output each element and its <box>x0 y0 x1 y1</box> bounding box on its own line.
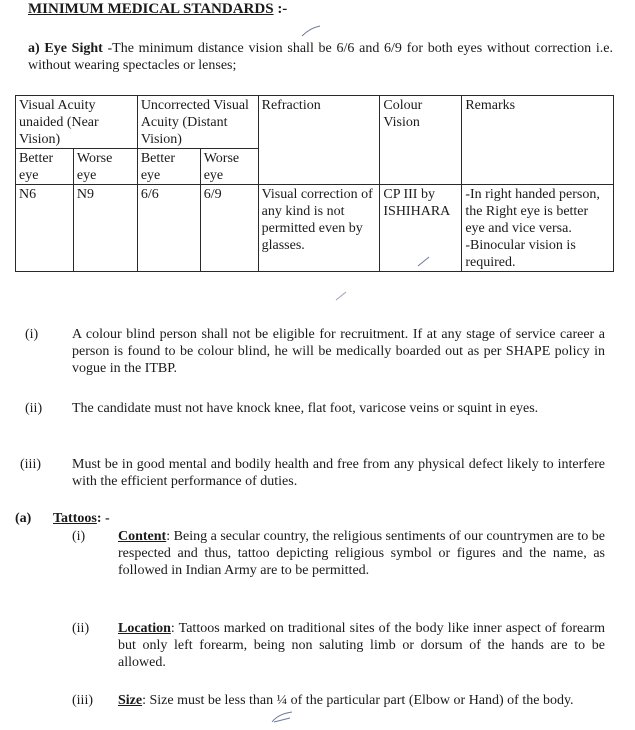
cell-remarks <box>462 185 614 272</box>
tattoo-item-text: : Being a secular country, the religious sentiments of our countrymen are to be respected and thus, tattoo depicting religious symbol or figures and the name, as followed in Indian Army are to be permitted. <box>118 529 605 578</box>
condition-number: (ii) <box>25 401 43 416</box>
pen-mark <box>268 708 296 726</box>
tattoo-item-text: : Tattoos marked on traditional sites of the body like inner aspect of forearm but only left forearm, being non saluting limb or dorsum of the hands are to be allowed. <box>118 621 605 670</box>
page-title-text: MINIMUM MEDICAL STANDARDS <box>28 1 274 17</box>
eye-sight-paragraph <box>28 40 613 74</box>
tattoo-item-heading: Location <box>118 621 171 636</box>
header-remarks: Remarks <box>462 96 614 185</box>
condition-text: A colour blind person shall not be eligible for recruitment. If at any stage of service career a person is found to be colour blind, he will be medically boarded out as per SHAPE policy in vogue in the ITBP. <box>72 327 605 376</box>
cell-refraction: Visual correction of any kind is not permitted even by glasses. <box>258 185 380 272</box>
page-title <box>28 1 287 18</box>
condition-text: Must be in good mental and bodily health and free from any physical defect likely to interfere with the efficient performance of duties. <box>72 457 605 489</box>
tattoo-item-size <box>118 692 605 709</box>
header-colour-vision: Colour Vision <box>380 96 462 185</box>
cell-distant-better: 6/6 <box>137 185 200 272</box>
tattoo-item-content <box>118 528 605 579</box>
subheader-near-better: Better eye <box>16 149 74 185</box>
tattoo-item-location <box>118 620 605 671</box>
pen-mark <box>416 254 432 268</box>
tattoo-item-text: : Size must be less than ¼ of the particular part (Elbow or Hand) of the body. <box>142 693 574 708</box>
header-refraction: Refraction <box>258 96 380 185</box>
cell-colour-vision: CP III by ISHIHARA <box>380 185 462 272</box>
subheader-distant-better: Better eye <box>137 149 200 185</box>
tattoo-item-heading: Size <box>118 693 143 708</box>
header-near-vision: Visual Acuity unaided (Near Vision) <box>16 96 138 149</box>
cell-near-worse: N9 <box>73 185 137 272</box>
tattoo-item-number: (iii) <box>72 693 93 708</box>
cell-distant-worse: 6/9 <box>200 185 258 272</box>
eye-sight-label: a) Eye Sight <box>28 41 103 56</box>
pen-mark <box>334 288 350 302</box>
condition-number: (i) <box>25 327 39 342</box>
tattoo-item-number: (ii) <box>72 621 90 636</box>
page-title-suffix: :- <box>273 1 288 17</box>
pen-mark <box>300 24 322 38</box>
subheader-distant-worse: Worse eye <box>200 149 258 185</box>
tattoos-label-number: (a) <box>15 511 32 526</box>
subheader-near-worse: Worse eye <box>73 149 137 185</box>
tattoos-heading-suffix: : - <box>96 511 110 526</box>
tattoos-heading <box>53 510 110 527</box>
tattoo-item-heading: Content <box>118 529 167 544</box>
tattoos-heading-text: Tattoos <box>53 511 97 526</box>
remarks-line-2: -Binocular vision is required. <box>465 238 576 270</box>
remarks-line-1: -In right handed person, the Right eye is better eye and vice versa. <box>465 187 600 236</box>
cell-near-better: N6 <box>16 185 74 272</box>
header-distant-vision: Uncorrected Visual Acuity (Distant Vision) <box>137 96 258 149</box>
table-header-row <box>16 96 614 149</box>
condition-text: The candidate must not have knock knee, flat foot, varicose veins or squint in eyes. <box>72 401 539 416</box>
condition-number: (iii) <box>20 457 41 472</box>
visual-acuity-table <box>15 95 614 272</box>
eye-sight-text: -The minimum distance vision shall be 6/6 and 6/9 for both eyes without correction i.e. without wearing spectacles or lenses; <box>28 41 613 73</box>
table-row <box>16 185 614 272</box>
tattoo-item-number: (i) <box>72 529 86 544</box>
